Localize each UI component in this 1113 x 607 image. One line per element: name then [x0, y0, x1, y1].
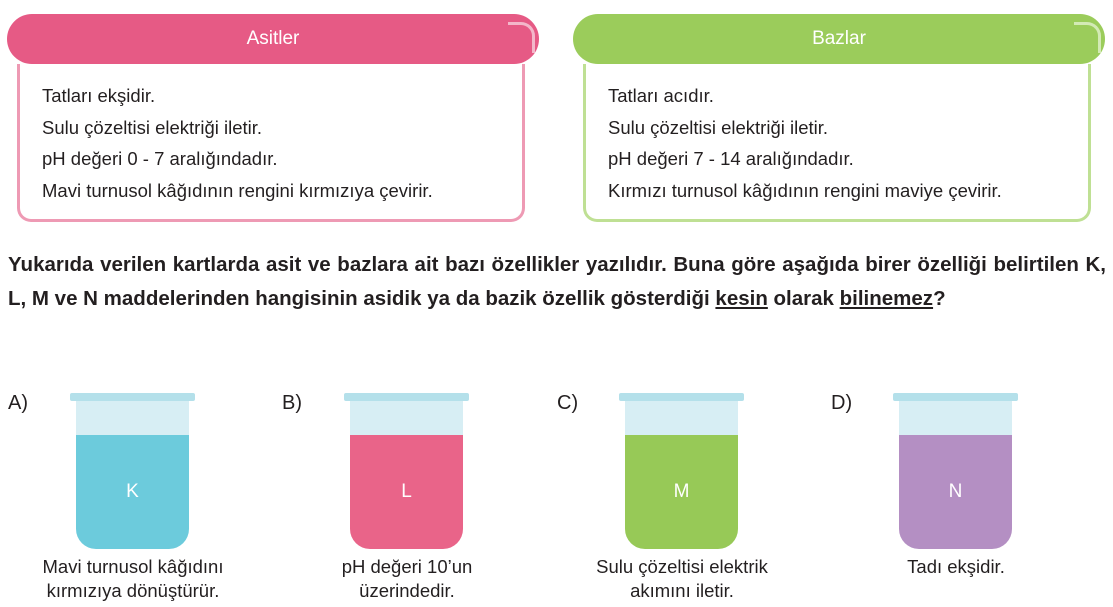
option-c-caption-line-1: Sulu çözeltisi elektrik [596, 556, 768, 577]
beaker-n [893, 393, 1018, 549]
option-a-caption [18, 555, 248, 603]
acid-property-3: pH değeri 0 - 7 aralığındadır. [42, 148, 278, 169]
option-d[interactable] [831, 392, 1101, 602]
question-part-3: ? [933, 287, 946, 310]
beaker-empty-space [625, 401, 738, 435]
option-b-caption [292, 555, 522, 603]
option-b-letter: B) [282, 392, 302, 414]
acid-property-2: Sulu çözeltisi elektriği iletir. [42, 116, 263, 138]
option-d-caption [841, 555, 1071, 579]
beaker-l [344, 393, 469, 549]
beaker-rim [893, 393, 1018, 401]
base-property-2: Sulu çözeltisi elektriği iletir. [608, 116, 829, 138]
base-property-3: pH değeri 7 - 14 aralığındadır. [608, 148, 854, 169]
question-underlined-kesin: kesin [715, 287, 768, 310]
substance-label: N [948, 481, 963, 502]
base-property-1: Tatları acıdır. [608, 85, 714, 106]
base-card-body [583, 64, 1091, 222]
question-part-2: olarak [767, 287, 840, 310]
option-a-letter: A) [8, 392, 28, 414]
option-d-caption-line-1: Tadı ekşidir. [907, 556, 1005, 577]
option-a-caption-line-2: kırmızıya dönüştürür. [46, 580, 220, 601]
acid-card-body [17, 64, 525, 222]
acid-card [7, 14, 539, 226]
liquid-m [625, 435, 738, 549]
option-b-caption-line-2: üzerindedir. [359, 580, 455, 601]
liquid-k [76, 435, 189, 549]
beaker-empty-space [899, 401, 1012, 435]
beaker-rim [344, 393, 469, 401]
liquid-l [350, 435, 463, 549]
acid-property-1: Tatları ekşidir. [42, 85, 156, 106]
option-c-caption [567, 555, 797, 603]
acid-card-title: Asitler [7, 14, 539, 64]
substance-label: L [401, 481, 412, 502]
option-c[interactable] [557, 392, 827, 602]
acid-card-corner-decoration [508, 22, 535, 53]
option-b-caption-line-1: pH değeri 10’un [341, 556, 473, 577]
option-a[interactable] [8, 392, 278, 602]
base-card-title: Bazlar [573, 14, 1105, 64]
beaker-m [619, 393, 744, 549]
base-card-corner-decoration [1074, 22, 1101, 53]
beaker-empty-space [350, 401, 463, 435]
liquid-n [899, 435, 1012, 549]
beaker-rim [619, 393, 744, 401]
beaker-k [70, 393, 195, 549]
substance-label: K [126, 481, 139, 502]
question-text [8, 248, 1106, 316]
base-property-4: Kırmızı turnusol kâğıdının rengini maviye çevirir. [608, 179, 1002, 201]
beaker-rim [70, 393, 195, 401]
option-a-caption-line-1: Mavi turnusol kâğıdını [42, 556, 224, 577]
option-d-letter: D) [831, 392, 853, 414]
beaker-empty-space [76, 401, 189, 435]
substance-label: M [673, 481, 690, 502]
option-b[interactable] [282, 392, 552, 602]
question-part-1: Yukarıda verilen kartlarda asit ve bazlara ait bazı özellikler yazılıdır. Buna göre aşağıda birer özelliği belirtilen K, L, M ve N maddelerinden hangisinin asidik ya da bazik özellik gösterdiği [8, 253, 1106, 310]
option-c-caption-line-2: akımını iletir. [630, 580, 734, 601]
base-card [573, 14, 1105, 226]
question-underlined-bilinemez: bilinemez [839, 287, 934, 310]
option-c-letter: C) [557, 392, 579, 414]
acid-property-4: Mavi turnusol kâğıdının rengini kırmızıya çevirir. [42, 179, 433, 201]
